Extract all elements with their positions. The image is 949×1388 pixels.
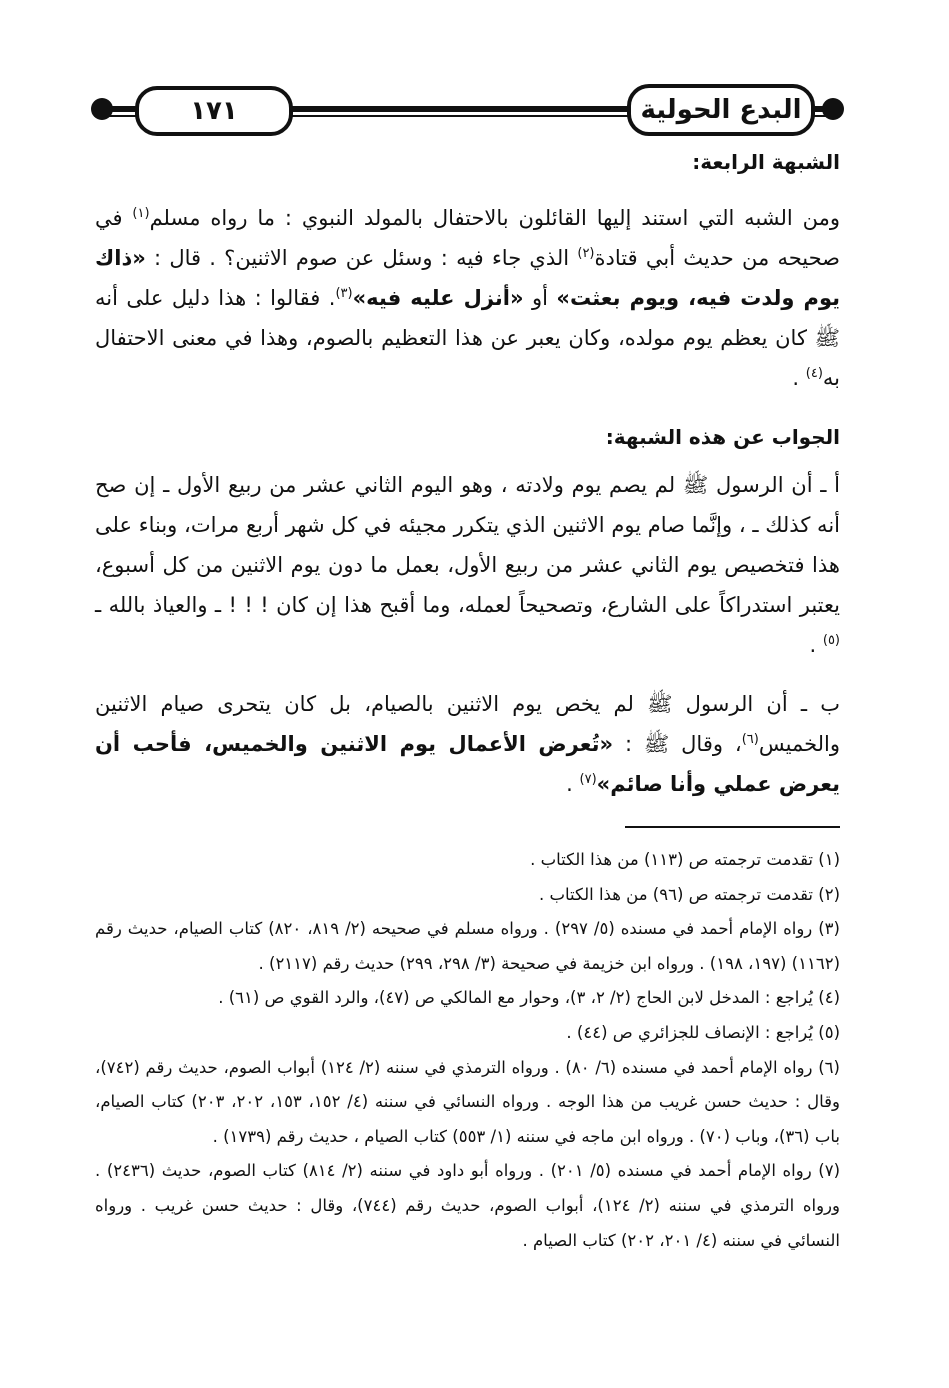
footnote-ref-3: (٣) [335, 286, 353, 301]
footnote-4: (٤) يُراجع : المدخل لابن الحاج (٢/ ٢، ٣)، وحوار مع المالكي ص (٤٧)، والرد القوي ص (٦١) . [218, 988, 840, 1008]
footnote-separator [625, 826, 840, 828]
text-run: أ ـ أن الرسول ﷺ لم يصم يوم ولادته ، وهو اليوم الثاني عشر من ربيع الأول ـ إن صح أنه كذلك ـ ، وإنَّما صام يوم الاثنين الذي يتكرر مجيئه في كل شهر أربع مرات، وبناء على هذا فتخصيص يوم الثاني عشر من ربيع الأول، بعمل ما دون يوم الاثنين من كل أسبوع، يعتبر استدراكاً على الشارع، وتصحيحاً لعمله، وما أقبح هذا إن كان ! ! ! ـ والعياذ بالله ـ [95, 473, 840, 617]
text-run: ومن الشبه التي استند إليها القائلون بالاحتفال بالمولد النبوي : ما رواه مسلم [149, 206, 840, 230]
footnote-ref-7: (٧) [579, 772, 597, 787]
text-run: ، وقال ﷺ : [613, 732, 742, 756]
text-run: أو [523, 286, 557, 310]
paragraph-answer-a-text [95, 465, 840, 665]
paragraph-doubt [95, 198, 840, 398]
footnote-ref-1: (١) [132, 206, 150, 221]
footnote-5: (٥) يُراجع : الإنصاف للجزائري ص (٤٤) . [566, 1022, 840, 1042]
footnote-6: (٦) رواه الإمام أحمد في مسنده (٦/ ٨٠) . ورواه الترمذي في سننه (٢/ ١٢٤) أبواب الصوم، حديث رقم (٧٤٢)، وقال : حديث حسن غريب من هذا الوجه . ورواه النسائي في سننه (٤/ ١٥٢، ١٥٣، ٢٠٢، ٢٠٣) كتاب الصيام، باب (٣٦)، وباب (٧٠) . ورواه ابن ماجه في سننه (١/ ٥٥٣) كتاب الصيام ، حديث رقم (١٧٣٩) . [95, 1057, 840, 1146]
hadith-quote: «تُعرض الأعمال يوم الاثنين والخميس، فأحب أن يعرض عملي وأنا صائم» [95, 732, 840, 796]
page-header [95, 84, 840, 134]
footnote-ref-4: (٤) [805, 366, 823, 381]
footnote-1: (١) تقدمت ترجمته ص (١١٣) من هذا الكتاب . [530, 850, 840, 869]
footnote-ref-2: (٢) [577, 246, 595, 261]
text-run: . [809, 633, 823, 657]
text-run: . [792, 366, 806, 390]
footnote-ref-5: (٥) [822, 633, 840, 648]
text-run: ب ـ أن الرسول ﷺ لم يخص يوم الاثنين بالصيام، بل كان يتحرى صيام الاثنين والخميس [95, 692, 841, 756]
footnote-7: (٧) رواه الإمام أحمد في مسنده (٥/ ٢٠١) . ورواه أبو داود في سننه (٢/ ٨١٤) كتاب الصوم، حديث (٢٤٣٦) . ورواه الترمذي في سننه (٢/ ١٢٤)، أبواب الصوم، حديث رقم (٧٤٤)، وقال : حديث حسن غريب . ورواه النسائي في سننه (٤/ ٢٠١، ٢٠٢) كتاب الصيام . [95, 1161, 840, 1250]
footnote-2: (٢) تقدمت ترجمته ص (٩٦) من هذا الكتاب . [538, 884, 840, 904]
header-ornament-left [91, 98, 113, 120]
hadith-quote: «ذاك يوم ولدت فيه، ويوم بعثت» [95, 246, 840, 310]
paragraph-answer-a [95, 465, 840, 665]
text-run: الذي جاء فيه : وسئل عن صوم الاثنين؟ . قال : [145, 246, 578, 270]
text-run: . [566, 772, 580, 796]
paragraph-answer-b [95, 684, 840, 804]
paragraph-answer-b-text [95, 684, 840, 804]
footnote-ref-6: (٦) [741, 732, 759, 747]
book-title: البدع الحولية [627, 84, 815, 136]
paragraph-doubt-text [95, 198, 840, 398]
footnote-3: (٣) رواه الإمام أحمد في مسنده (٥/ ٢٩٧) . ورواه مسلم في صحيحه (٢/ ٨١٩، ٨٢٠) كتاب الصيام، حديث رقم (١١٦٢) (١٩٧، ١٩٨) . ورواه ابن خزيمة في صحيحة (٣/ ٢٩٨، ٢٩٩) حديث رقم (٢١١٧) . [95, 919, 840, 973]
section-heading-answer: الجواب عن هذه الشبهة: [605, 425, 840, 449]
header-ornament-right [822, 98, 844, 120]
page-number: ١٧١ [135, 86, 293, 136]
footnotes [95, 843, 840, 1258]
text-run: . فقالوا : هذا دليل على أنه ﷺ كان يعظم يوم مولده، وكان يعبر عن هذا التعظيم بالصوم، وهذا في معنى الاحتفال به [95, 286, 840, 390]
hadith-quote: «أنزل عليه فيه» [352, 286, 524, 310]
text-run: في صحيحه من حديث أبي قتادة [95, 206, 840, 270]
section-heading-fourth-doubt: الشبهة الرابعة: [692, 150, 840, 174]
